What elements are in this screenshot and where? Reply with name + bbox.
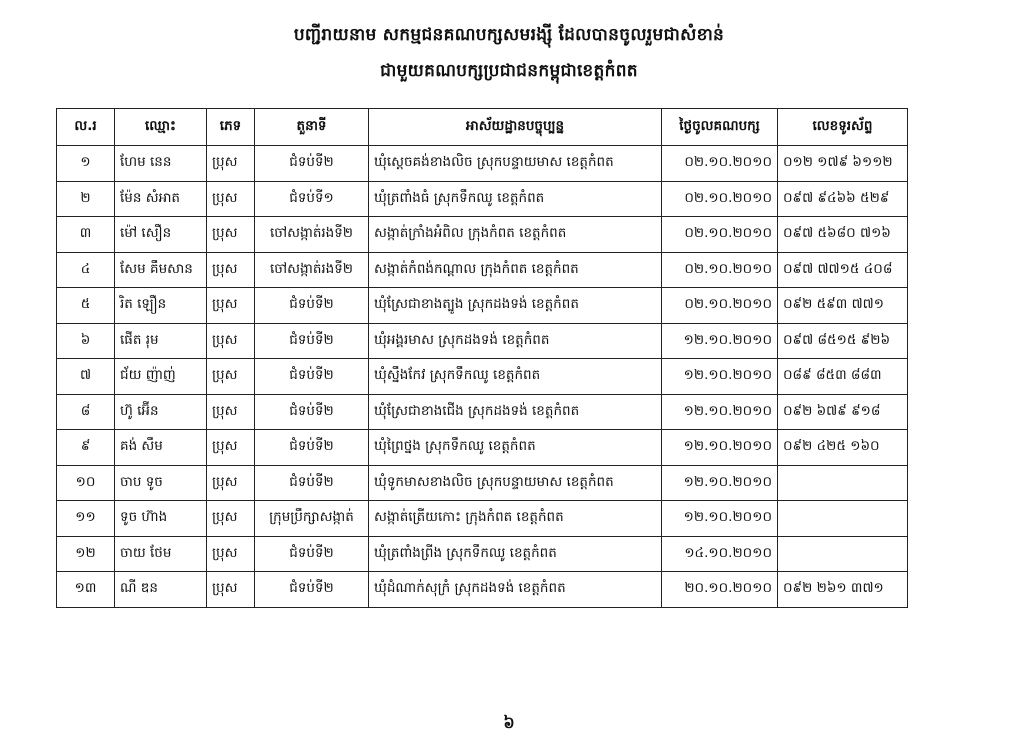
member-sex: ប្រុស	[207, 359, 255, 395]
member-address: ឃុំត្រពាំងធំ ស្រុកទឹកឈូ ខេត្តកំពត	[369, 181, 662, 217]
table-row	[57, 501, 908, 537]
member-sex: ប្រុស	[207, 536, 255, 572]
member-phone: ០៩៧ ៩៤៦៦ ៥២៩	[778, 181, 908, 217]
table-row	[57, 465, 908, 501]
table-row	[57, 288, 908, 324]
table-row	[57, 536, 908, 572]
member-join-date: ០២.១០.២០១០	[662, 252, 778, 288]
row-number: ៧	[57, 359, 115, 395]
member-role: ជំទប់ទី២	[255, 572, 369, 608]
member-join-date: ១២.១០.២០១០	[662, 394, 778, 430]
row-number: ៩	[57, 430, 115, 466]
member-sex: ប្រុស	[207, 465, 255, 501]
member-phone: ០៩៧ ៨៥១៥ ៩២៦	[778, 323, 908, 359]
member-join-date: ១២.១០.២០១០	[662, 465, 778, 501]
header-phone: លេខទូរស័ព្ទ	[778, 109, 908, 146]
table-row	[57, 181, 908, 217]
row-number: ១១	[57, 501, 115, 537]
member-address: សង្កាត់ក្រាំងអំពិល ក្រុងកំពត ខេត្តកំពត	[369, 217, 662, 253]
member-address: ឃុំអង្គរមាស ស្រុកដងទង់ ខេត្តកំពត	[369, 323, 662, 359]
member-name: ហ៊ូ អ៊ើន	[115, 394, 207, 430]
member-join-date: ០២.១០.២០១០	[662, 181, 778, 217]
row-number: ៥	[57, 288, 115, 324]
member-role: ជំទប់ទី២	[255, 288, 369, 324]
row-number: ២	[57, 181, 115, 217]
member-phone: ០១២ ១៧៩ ៦១១២	[778, 146, 908, 182]
member-name: ទូច ហ៊ាង	[115, 501, 207, 537]
member-name: ម៉ែន សំអាត	[115, 181, 207, 217]
header-address: អាស័យដ្ឋានបច្ចុប្បន្ន	[369, 109, 662, 146]
member-address: ឃុំដំណាក់សុក្រំ ស្រុកដងទង់ ខេត្តកំពត	[369, 572, 662, 608]
member-address: ឃុំព្រៃថ្នង ស្រុកទឹកឈូ ខេត្តកំពត	[369, 430, 662, 466]
table-row	[57, 217, 908, 253]
member-sex: ប្រុស	[207, 430, 255, 466]
member-name: រិត ឡឿន	[115, 288, 207, 324]
member-role: ជំទប់ទី១	[255, 181, 369, 217]
table-row	[57, 146, 908, 182]
member-address: ឃុំទូកមាសខាងលិច ស្រុកបន្ទាយមាស ខេត្តកំពត	[369, 465, 662, 501]
member-sex: ប្រុស	[207, 146, 255, 182]
table-row	[57, 323, 908, 359]
member-address: ឃុំស្រែជាខាងជើង ស្រុកដងទង់ ខេត្តកំពត	[369, 394, 662, 430]
member-phone	[778, 465, 908, 501]
member-name: ម៉ៅ សឿន	[115, 217, 207, 253]
member-join-date: ០២.១០.២០១០	[662, 146, 778, 182]
header-join-date: ថ្ងៃចូលគណបក្ស	[662, 109, 778, 146]
member-join-date: ១៤.១០.២០១០	[662, 536, 778, 572]
member-phone: ០៨៩ ៨៥៣ ៨៨៣	[778, 359, 908, 395]
header-role: តួនាទី	[255, 109, 369, 146]
table-row	[57, 572, 908, 608]
member-sex: ប្រុស	[207, 501, 255, 537]
table-row	[57, 359, 908, 395]
row-number: ៦	[57, 323, 115, 359]
member-role: ចៅសង្កាត់រងទី២	[255, 252, 369, 288]
member-sex: ប្រុស	[207, 288, 255, 324]
row-number: ១	[57, 146, 115, 182]
row-number: ១២	[57, 536, 115, 572]
member-name: ហែម នេន	[115, 146, 207, 182]
table-row	[57, 252, 908, 288]
member-address: សង្កាត់ត្រើយកោះ ក្រុងកំពត ខេត្តកំពត	[369, 501, 662, 537]
member-phone	[778, 501, 908, 537]
member-phone: ០៩២ ៦៧៩ ៩១៨	[778, 394, 908, 430]
member-role: ជំទប់ទី២	[255, 323, 369, 359]
member-role: ក្រុមប្រឹក្សាសង្កាត់	[255, 501, 369, 537]
member-sex: ប្រុស	[207, 181, 255, 217]
member-name: ណី ឌន	[115, 572, 207, 608]
member-role: ជំទប់ទី២	[255, 359, 369, 395]
member-sex: ប្រុស	[207, 217, 255, 253]
page-number: ៦	[503, 713, 515, 732]
member-phone: ០៩៧ ៧៧១៥ ៤០៨	[778, 252, 908, 288]
table-row	[57, 394, 908, 430]
member-name: សែម គឹមសាន	[115, 252, 207, 288]
member-role: ជំទប់ទី២	[255, 536, 369, 572]
member-sex: ប្រុស	[207, 394, 255, 430]
member-role: ជំទប់ទី២	[255, 394, 369, 430]
member-address: ឃុំត្រពាំងព្រីង ស្រុកទឹកឈូ ខេត្តកំពត	[369, 536, 662, 572]
member-sex: ប្រុស	[207, 572, 255, 608]
member-join-date: ១២.១០.២០១០	[662, 501, 778, 537]
document-title-line-1: បញ្ជីរាយនាម សកម្មជនគណបក្សសមរង្ស៊ី ដែលបានចូលរួមជាសំខាន់	[293, 25, 725, 45]
member-address: ឃុំស្នឹងកែវ ស្រុកទឹកឈូ ខេត្តកំពត	[369, 359, 662, 395]
member-sex: ប្រុស	[207, 252, 255, 288]
member-sex: ប្រុស	[207, 323, 255, 359]
row-number: ៨	[57, 394, 115, 430]
member-phone: ០៩៧ ៥៦៨០ ៧១៦	[778, 217, 908, 253]
member-join-date: ០២.១០.២០១០	[662, 217, 778, 253]
table-row	[57, 430, 908, 466]
member-role: ជំទប់ទី២	[255, 465, 369, 501]
header-sex: ភេទ	[207, 109, 255, 146]
row-number: ៤	[57, 252, 115, 288]
member-role: ជំទប់ទី២	[255, 146, 369, 182]
member-name: ជ័យ ញ៉ាញ់	[115, 359, 207, 395]
member-name: ចាយ ថែម	[115, 536, 207, 572]
member-phone	[778, 536, 908, 572]
member-join-date: ១២.១០.២០១០	[662, 323, 778, 359]
table-header-row	[57, 109, 908, 146]
member-address: ឃុំស្រែជាខាងត្បូង ស្រុកដងទង់ ខេត្តកំពត	[369, 288, 662, 324]
members-table	[56, 108, 908, 608]
header-number: ល.រ	[57, 109, 115, 146]
member-phone: ០៩២ ៥៩៣ ៧៧១	[778, 288, 908, 324]
member-address: ឃុំស្តេចគង់ខាងលិច ស្រុកបន្ទាយមាស ខេត្តកំពត	[369, 146, 662, 182]
member-join-date: ១២.១០.២០១០	[662, 430, 778, 466]
row-number: ១៣	[57, 572, 115, 608]
member-join-date: ០២.១០.២០១០	[662, 288, 778, 324]
member-role: ចៅសង្កាត់រងទី២	[255, 217, 369, 253]
member-join-date: ២០.១០.២០១០	[662, 572, 778, 608]
member-name: គង់ សឹម	[115, 430, 207, 466]
member-role: ជំទប់ទី២	[255, 430, 369, 466]
member-address: សង្កាត់កំពង់កណ្ដាល ក្រុងកំពត ខេត្តកំពត	[369, 252, 662, 288]
member-name: ចាប ទូច	[115, 465, 207, 501]
member-join-date: ១២.១០.២០១០	[662, 359, 778, 395]
member-name: ផើត រុម	[115, 323, 207, 359]
document-title-line-2: ជាមួយគណបក្សប្រជាជនកម្ពុជាខេត្តកំពត	[380, 61, 638, 81]
row-number: ១០	[57, 465, 115, 501]
member-phone: ០៩២ ២៦១ ៣៧១	[778, 572, 908, 608]
row-number: ៣	[57, 217, 115, 253]
header-name: ឈ្មោះ	[115, 109, 207, 146]
table-body	[57, 146, 908, 608]
member-phone: ០៩២ ៤២៥ ១៦០	[778, 430, 908, 466]
